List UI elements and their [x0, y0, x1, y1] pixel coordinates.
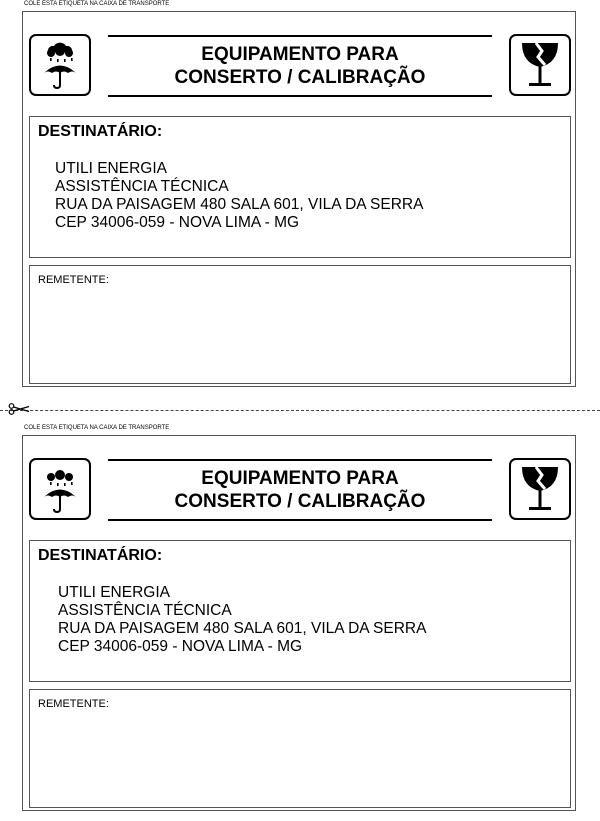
- recipient-heading: DESTINATÁRIO:: [38, 123, 163, 140]
- address-line: UTILI ENERGIA: [55, 160, 167, 177]
- cut-line: [0, 410, 600, 411]
- keep-dry-umbrella-icon: [29, 458, 91, 520]
- label-title: [108, 459, 492, 521]
- recipient-heading: DESTINATÁRIO:: [38, 547, 163, 564]
- label-instruction: COLE ESTA ETIQUETA NA CAIXA DE TRANSPORTE: [24, 1, 170, 7]
- fragile-glass-icon: [509, 34, 571, 96]
- shipping-label-2: [0, 424, 600, 814]
- recipient-address: [55, 160, 423, 232]
- keep-dry-umbrella-icon: [29, 34, 91, 96]
- title-line-1: EQUIPAMENTO PARA: [201, 44, 399, 65]
- recipient-section: [29, 540, 571, 682]
- address-line: UTILI ENERGIA: [58, 584, 170, 601]
- address-line: RUA DA PAISAGEM 480 SALA 601, VILA DA SERRA: [55, 196, 424, 213]
- address-line: CEP 34006-059 - NOVA LIMA - MG: [55, 214, 300, 231]
- fragile-glass-icon: [509, 458, 571, 520]
- shipping-label-1: [0, 0, 600, 390]
- title-line-2: CONSERTO / CALIBRAÇÃO: [174, 67, 426, 88]
- label-instruction: COLE ESTA ETIQUETA NA CAIXA DE TRANSPORTE: [24, 425, 170, 431]
- recipient-address: [58, 584, 426, 656]
- address-line: CEP 34006-059 - NOVA LIMA - MG: [58, 638, 303, 655]
- recipient-section: [29, 116, 571, 258]
- address-line: ASSISTÊNCIA TÉCNICA: [55, 178, 229, 195]
- sender-section[interactable]: [29, 689, 571, 808]
- address-line: ASSISTÊNCIA TÉCNICA: [58, 602, 232, 619]
- address-line: RUA DA PAISAGEM 480 SALA 601, VILA DA SERRA: [58, 620, 427, 637]
- title-line-1: EQUIPAMENTO PARA: [201, 468, 399, 489]
- sender-heading: REMETENTE:: [38, 274, 109, 286]
- title-line-2: CONSERTO / CALIBRAÇÃO: [174, 491, 426, 512]
- scissors-icon: [8, 403, 30, 415]
- sender-section[interactable]: [29, 265, 571, 384]
- label-title: [108, 35, 492, 97]
- sender-heading: REMETENTE:: [38, 698, 109, 710]
